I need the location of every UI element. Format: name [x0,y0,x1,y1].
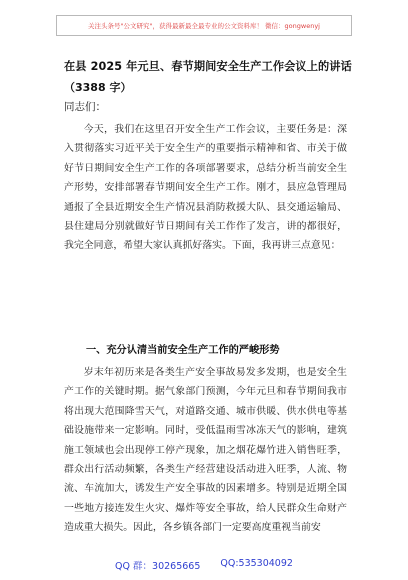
promo-banner: 关注头条号"公文研究"，获得最新最全最专业的公文资料库！ 微信：gongwenyj [56,15,352,36]
salutation: 同志们： [64,101,106,113]
paragraph-section-1: 岁末年初历来是各类生产安全事故易发多发期，也是安全生产工作的关键时期。据气象部门预测，今年元旦和春节期间我市将出现大范围降雪天气，对道路交通、城市供暖、供水供电等基础设施带来一定影响。同时，受低温雨雪冰冻天气的影响，建筑施工领域也会出现停工停产现象，加之烟花爆竹进入销售旺季，群众出行活动频繁，各类生产经营建设活动进入旺季，人流、物流、车流加大，诱发生产安全事故的因素增多。特别是近期全国一些地方接连发生火灾、爆炸等安全事故，给人民群众生命财产造成重大损失。因此，各乡镇各部门一定要高度重视当前安 [64,367,347,534]
word-count: （3388 字） [64,81,132,94]
section-heading-1: 一、充分认清当前安全生产工作的严峻形势 [86,345,280,356]
paragraph-intro: 今天，我们在这里召开安全生产工作会议，主要任务是：深入贯彻落实习近平关于安全生产的重要指示精神和省、市关于做好节日期间安全生产工作的各项部署要求，总结分析当前安全生产形势，安排部署春节期间安全生产工作。刚才，县应急管理局通报了全县近期安全生产情况县消防救援大队、县交通运输局、县住建局分别就做好节日期间有关工作作了发言，讲的都很好，我完全同意，希望大家认真抓好落实。下面，我再讲三点意见： [64,124,347,252]
footer [0,558,408,572]
document-title: 在县 2025 年元旦、春节期间安全生产工作会议上的讲话 [64,60,352,73]
footer-qq: QQ:535304092 [220,558,293,569]
footer-qq-group: QQ 群：30265665 [115,561,201,572]
